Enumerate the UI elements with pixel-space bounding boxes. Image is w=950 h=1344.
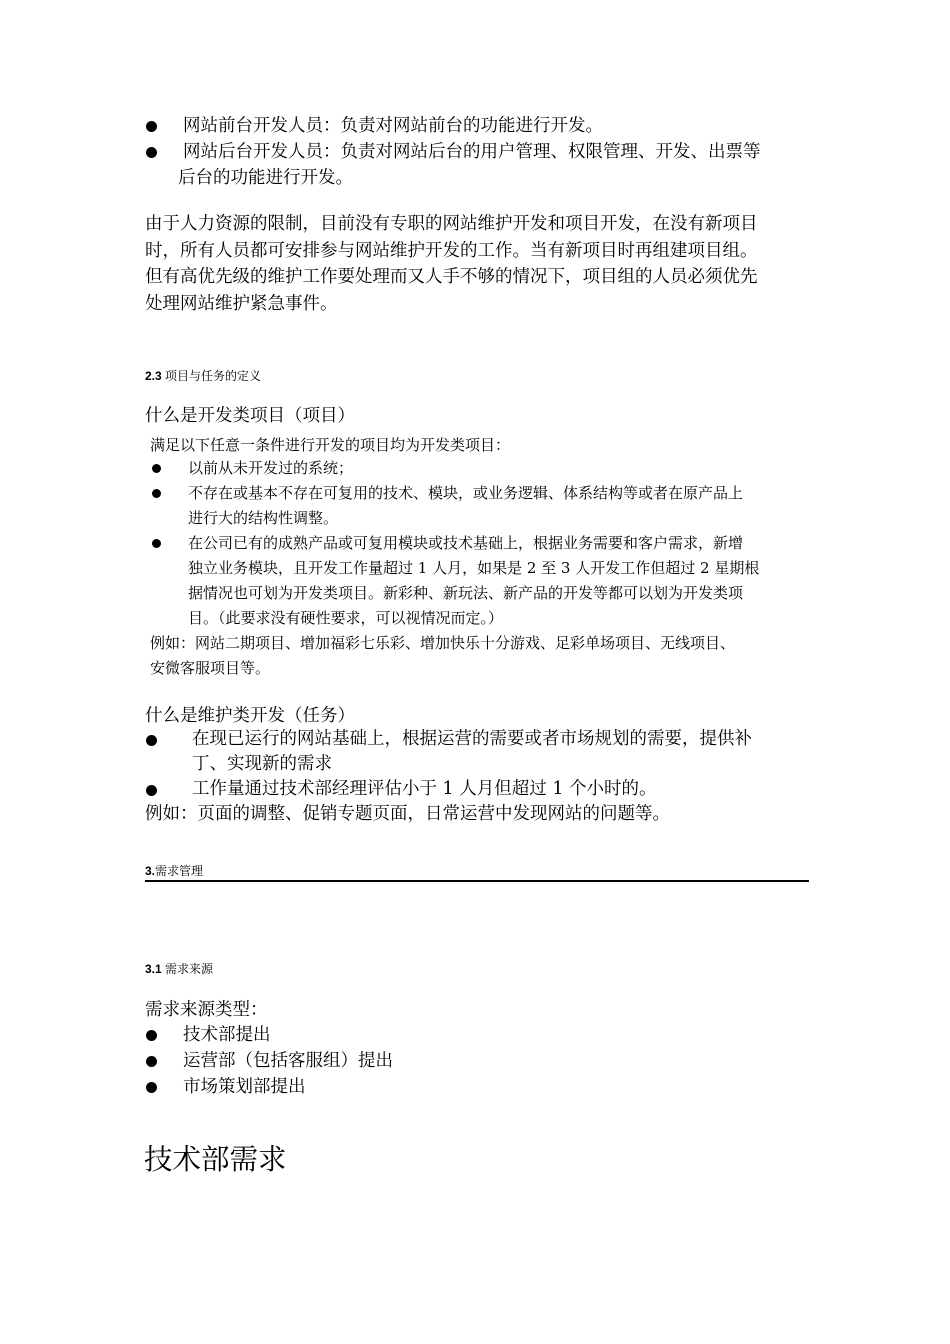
section-heading-3: [145, 863, 203, 879]
section-divider: [145, 880, 809, 882]
section-title: 需求来源: [165, 962, 214, 976]
bullet-icon: [146, 785, 157, 796]
list-item: [146, 777, 811, 802]
list-item-text: 网站后台开发人员：负责对网站后台的用户管理、权限管理、开发、出票等: [183, 142, 761, 162]
list-item: [146, 1048, 811, 1074]
list-item-line: 不存在或基本不存在可复用的技术、模块，或业务逻辑、体系结构等或者在原产品上: [188, 484, 744, 502]
list-item: [152, 456, 812, 481]
source-types-list: [146, 1022, 811, 1100]
source-types-title: 需求来源类型：: [145, 1000, 268, 1020]
bullet-icon: [146, 1082, 157, 1093]
project-example: [150, 631, 810, 681]
section-heading-3-1: [145, 961, 213, 977]
section-number: 3.1: [145, 962, 162, 976]
list-item-line: 独立业务模块，且开发工作量超过 1 人月，如果是 2 至 3 人开发工作但超过 2 星期根: [188, 559, 760, 577]
list-item-continuation: 后台的功能进行开发。: [178, 168, 353, 188]
paragraph-line: 处理网站维护紧急事件。: [145, 293, 338, 314]
list-item-line: 进行大的结构性调整。: [188, 509, 339, 527]
list-item: [152, 531, 812, 631]
section-title: 项目与任务的定义: [165, 369, 262, 383]
list-item: [146, 113, 811, 139]
list-item-line: 以前从未开发过的系统；: [188, 459, 354, 477]
bullet-icon: [146, 121, 157, 132]
list-item: [146, 139, 811, 191]
bullet-icon: [152, 539, 161, 548]
list-item-line: 据情况也可划为开发类项目。新彩种、新玩法、新产品的开发等都可以划为开发类项: [188, 584, 744, 602]
list-item: [146, 1022, 811, 1048]
task-criteria-list: [146, 727, 811, 802]
top-bullet-list: [146, 113, 811, 191]
list-item-line: 在公司已有的成熟产品或可复用模块或技术基础上，根据业务需要和客户需求，新增: [188, 534, 744, 552]
staffing-paragraph: [145, 211, 810, 317]
list-item-text: 市场策划部提出: [183, 1077, 306, 1097]
section-title: 需求管理: [155, 864, 204, 878]
list-item-text: 运营部（包括客服组）提出: [183, 1051, 393, 1071]
project-definition-intro: 满足以下任意一条件进行开发的项目均为开发类项目：: [150, 436, 511, 454]
paragraph-line: 时，所有人员都可安排参与网站维护开发的工作。当有新项目时再组建项目组。: [145, 240, 758, 261]
bullet-icon: [146, 1030, 157, 1041]
bullet-icon: [146, 147, 157, 158]
project-definition-title: 什么是开发类项目（项目）: [145, 406, 355, 426]
bullet-icon: [146, 735, 157, 746]
example-line: 例如：网站二期项目、增加福彩七乐彩、增加快乐十分游戏、足彩单场项目、无线项目、: [150, 634, 736, 652]
list-item: [146, 1074, 811, 1100]
section-number: 2.3: [145, 369, 162, 383]
list-item: [152, 481, 812, 531]
list-item-line: 在现已运行的网站基础上，根据运营的需要或者市场规划的需要，提供补: [192, 729, 752, 749]
section-heading-2-3: [145, 368, 261, 384]
list-item-line: 丁、实现新的需求: [192, 754, 332, 774]
tech-department-heading: 技术部需求: [144, 1143, 287, 1176]
paragraph-line: 由于人力资源的限制，目前没有专职的网站维护开发和项目开发，在没有新项目: [145, 214, 758, 234]
example-line: 安微客服项目等。: [150, 659, 271, 677]
task-definition-title: 什么是维护类开发（任务）: [145, 706, 355, 726]
bullet-icon: [152, 489, 161, 498]
list-item-text: 技术部提出: [183, 1025, 271, 1045]
list-item: [146, 727, 811, 777]
list-item-line: 工作量通过技术部经理评估小于 1 人月但超过 1 个小时的。: [192, 779, 657, 799]
project-criteria-list: [152, 456, 812, 631]
list-item-line: 目。（此要求没有硬性要求，可以视情况而定。）: [188, 609, 504, 627]
task-example: 例如：页面的调整、促销专题页面，日常运营中发现网站的问题等。: [145, 804, 670, 824]
list-item-text: 网站前台开发人员：负责对网站前台的功能进行开发。: [183, 116, 603, 136]
bullet-icon: [146, 1056, 157, 1067]
section-number: 3.: [145, 864, 156, 878]
paragraph-line: 但有高优先级的维护工作要处理而又人手不够的情况下，项目组的人员必须优先: [145, 267, 758, 287]
bullet-icon: [152, 464, 161, 473]
